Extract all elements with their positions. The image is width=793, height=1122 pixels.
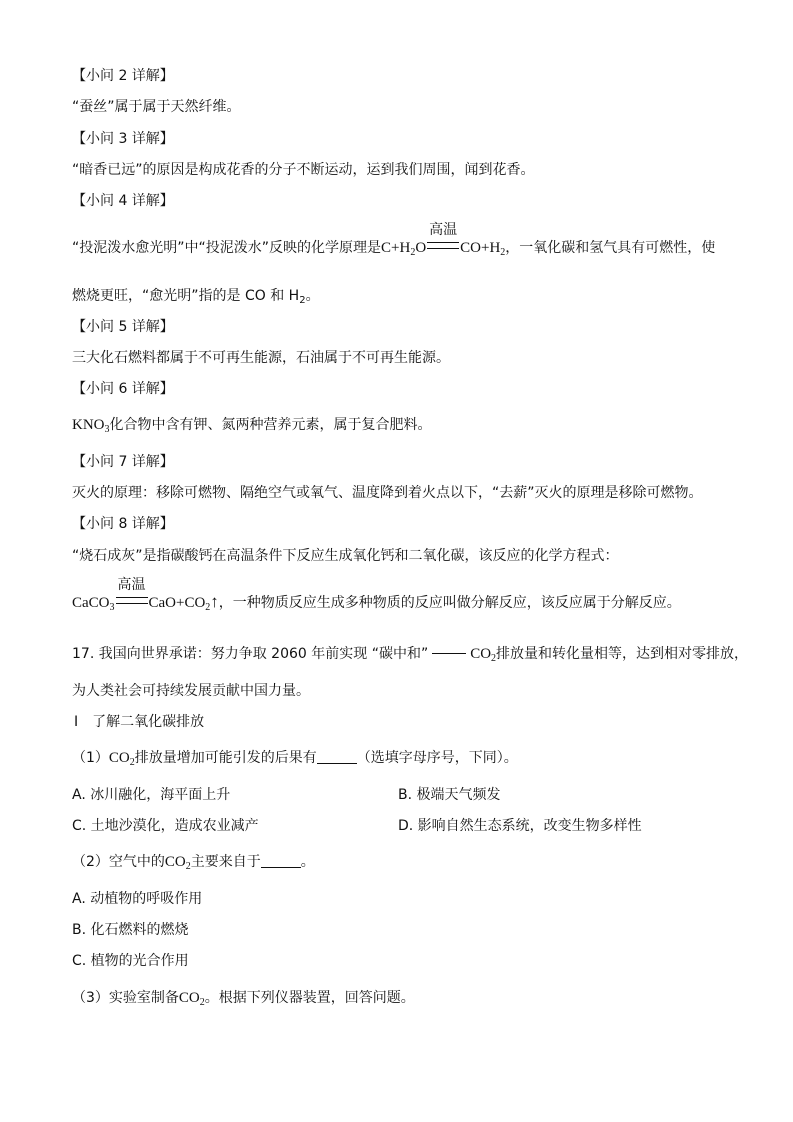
up-arrow-icon: ↑	[210, 592, 219, 611]
sub-question-1: $(1)CO_2$排放量增加可能引发的后果有 （选填字母序号，下同）。	[72, 750, 518, 768]
q3-answer: “暗香已远”的原因是构成花香的分子不断运动，运到我们周围，闻到花香。	[72, 162, 535, 178]
section-title: Ⅰ 了解二氧化碳排放	[74, 714, 205, 730]
question-17-line1: 17. 我国向世界承诺：努力争取 2060 年前实现 “碳中和” $CO_2$排放量和转化量相等，达到相对零排放，	[72, 646, 749, 664]
q3-heading: 【小问 3 详解】	[72, 131, 174, 147]
option-1b: B. 极端天气频发	[398, 787, 501, 803]
sub-question-2: （2）空气中的$CO_2$主要来自于 。	[72, 854, 315, 872]
q8-equation: CaCO$_3$ 高温 $CaO+CO_2↑$	[72, 577, 219, 613]
option-2c: C. 植物的光合作用	[72, 953, 189, 969]
q8-condition-equals: 高温	[115, 593, 149, 613]
q6-heading: 【小问 6 详解】	[72, 381, 174, 397]
question-17-line2: 为人类社会可持续发展贡献中国力量。	[72, 683, 310, 699]
q4-post: ，一氧化碳和氢气具有可燃性，使	[505, 240, 716, 256]
q4-equation: $C+H_2O$ 高温 $CO+H_2$	[381, 222, 506, 258]
q8-answer-line2: CaCO$_3$ 高温 $CaO+CO_2↑$，一种物质反应生成多种物质的反应叫做分解反应，该反应属于分解反应。	[72, 577, 681, 613]
q7-heading: 【小问 7 详解】	[72, 454, 174, 470]
option-2a: A. 动植物的呼吸作用	[72, 891, 203, 907]
q2-heading: 【小问 2 详解】	[72, 68, 174, 84]
q5-heading: 【小问 5 详解】	[72, 319, 174, 335]
option-2b: B. 化石燃料的燃烧	[72, 922, 189, 938]
q6-answer: $KNO_3$化合物中含有钾、氮两种营养元素，属于复合肥料。	[72, 417, 432, 435]
q4-answer-line1	[72, 222, 716, 258]
q8-answer-line1: “烧石成灰”是指碳酸钙在高温条件下反应生成氧化钙和二氧化碳，该反应的化学方程式：	[72, 548, 619, 564]
q8-heading: 【小问 8 详解】	[72, 516, 174, 532]
sub-question-3: （3）实验室制备$CO_2$。根据下列仪器装置，回答问题。	[72, 990, 415, 1008]
q4-answer-line2: 燃烧更旺，“愈光明”指的是 CO 和 $H_2$。	[72, 288, 320, 306]
option-1c: C. 土地沙漠化，造成农业减产	[72, 818, 259, 834]
q7-answer: 灭火的原理：移除可燃物、隔绝空气或氧气、温度降到着火点以下，“去薪”灭火的原理是移除可燃物。	[72, 485, 703, 501]
answer-blank-1[interactable]	[317, 749, 357, 764]
dash-icon	[432, 653, 466, 654]
option-1d: D. 影响自然生态系统，改变生物多样性	[398, 818, 642, 834]
answer-blank-2[interactable]	[261, 853, 301, 868]
q4-condition-equals: 高温	[426, 238, 460, 258]
option-1a: A. 冰川融化，海平面上升	[72, 787, 231, 803]
q6-formula: $KNO_3$	[72, 417, 110, 435]
q2-answer: “蚕丝”属于属于天然纤维。	[72, 99, 241, 115]
q4-pre: “投泥泼水愈光明”中“投泥泼水”反映的化学原理是	[72, 240, 382, 256]
q5-answer: 三大化石燃料都属于不可再生能源，石油属于不可再生能源。	[72, 350, 450, 366]
q4-heading: 【小问 4 详解】	[72, 193, 174, 209]
